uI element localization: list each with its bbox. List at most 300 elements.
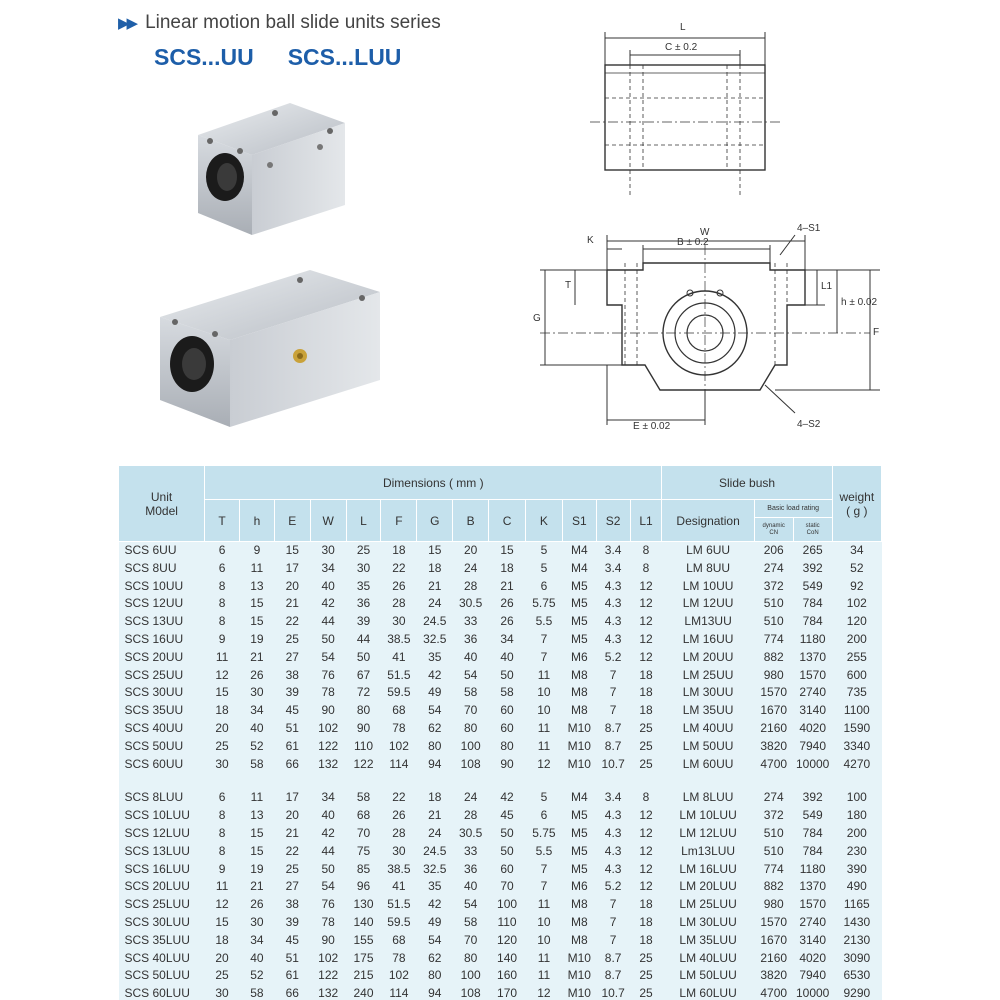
value-cell: M10 (562, 738, 596, 756)
value-cell: 10000 (793, 756, 832, 774)
value-cell: 110 (346, 738, 381, 756)
table-row (119, 861, 882, 879)
model-cell: SCS 12LUU (119, 825, 205, 843)
table-row (119, 738, 882, 756)
value-cell: 7 (596, 684, 630, 702)
dim-label-s2: 4–S2 (797, 419, 821, 430)
value-cell: 45 (489, 807, 526, 825)
value-cell: 120 (832, 613, 881, 631)
dim-label-w: W (700, 227, 710, 238)
value-cell: 25 (630, 950, 662, 968)
value-cell: 35 (417, 649, 453, 667)
value-cell: M6 (562, 649, 596, 667)
value-cell: 90 (310, 932, 346, 950)
value-cell: 52 (239, 738, 274, 756)
value-cell: 18 (381, 542, 417, 560)
value-cell: 5.75 (525, 595, 562, 613)
value-cell: 34 (239, 932, 274, 950)
table-body (119, 542, 882, 1000)
value-cell: 140 (489, 950, 526, 968)
value-cell: 4020 (793, 720, 832, 738)
value-cell: 51 (274, 950, 310, 968)
value-cell: 122 (346, 756, 381, 774)
value-cell: 38 (274, 896, 310, 914)
value-cell: 11 (525, 967, 562, 985)
value-cell: 102 (381, 738, 417, 756)
value-cell: 122 (310, 967, 346, 985)
value-cell: 21 (417, 807, 453, 825)
table-row (119, 720, 882, 738)
catalog-header (118, 12, 538, 71)
model-cell: SCS 60UU (119, 756, 205, 774)
value-cell: 5.75 (525, 825, 562, 843)
value-cell: 30 (310, 542, 346, 560)
value-cell: 7 (596, 667, 630, 685)
value-cell: 6 (205, 789, 240, 807)
value-cell: 15 (205, 914, 240, 932)
value-cell: 200 (832, 631, 881, 649)
value-cell: 50 (346, 649, 381, 667)
value-cell: 41 (381, 649, 417, 667)
value-cell: 33 (453, 843, 489, 861)
value-cell: 274 (754, 789, 793, 807)
value-cell: 34 (310, 789, 346, 807)
value-cell: 90 (310, 702, 346, 720)
value-cell: 100 (489, 896, 526, 914)
value-cell: 2130 (832, 932, 881, 950)
value-cell: 18 (205, 702, 240, 720)
value-cell: 30 (381, 843, 417, 861)
value-cell: LM 20LUU (662, 878, 754, 896)
value-cell: 45 (274, 932, 310, 950)
value-cell: 20 (453, 542, 489, 560)
value-cell: 58 (453, 684, 489, 702)
header-l1: L1 (630, 500, 662, 542)
value-cell: 882 (754, 878, 793, 896)
value-cell: 7 (596, 896, 630, 914)
value-cell: 18 (630, 914, 662, 932)
value-cell: M4 (562, 560, 596, 578)
value-cell: 180 (832, 807, 881, 825)
model-cell: SCS 10UU (119, 578, 205, 596)
value-cell: 4.3 (596, 861, 630, 879)
value-cell: 8 (205, 613, 240, 631)
dim-label-e: E ± 0.02 (633, 421, 671, 432)
value-cell: M5 (562, 807, 596, 825)
value-cell: M10 (562, 950, 596, 968)
value-cell: 20 (274, 807, 310, 825)
value-cell: 60 (489, 702, 526, 720)
value-cell: 28 (453, 578, 489, 596)
value-cell: 80 (489, 738, 526, 756)
value-cell: LM 60UU (662, 756, 754, 774)
value-cell: 15 (239, 825, 274, 843)
model-cell: SCS 16LUU (119, 861, 205, 879)
value-cell: 25 (205, 738, 240, 756)
value-cell: 50 (310, 861, 346, 879)
table-row (119, 914, 882, 932)
value-cell: 66 (274, 985, 310, 1000)
value-cell: 28 (381, 825, 417, 843)
header-k: K (525, 500, 562, 542)
value-cell: 32.5 (417, 861, 453, 879)
value-cell: 100 (832, 789, 881, 807)
value-cell: 54 (417, 932, 453, 950)
value-cell: 52 (832, 560, 881, 578)
value-cell: 18 (630, 896, 662, 914)
value-cell: 50 (489, 667, 526, 685)
value-cell: 30 (239, 684, 274, 702)
value-cell: 92 (832, 578, 881, 596)
model-cell: SCS 25UU (119, 667, 205, 685)
value-cell: 54 (310, 649, 346, 667)
value-cell: 15 (274, 542, 310, 560)
value-cell: 175 (346, 950, 381, 968)
value-cell: 42 (417, 667, 453, 685)
value-cell: 42 (310, 825, 346, 843)
dim-label-b: B ± 0.2 (677, 237, 709, 248)
value-cell: 30.5 (453, 595, 489, 613)
value-cell: 44 (310, 613, 346, 631)
value-cell: 76 (310, 896, 346, 914)
header-l: L (346, 500, 381, 542)
value-cell: LM 35LUU (662, 932, 754, 950)
value-cell: 59.5 (381, 684, 417, 702)
value-cell: 8.7 (596, 950, 630, 968)
value-cell: 980 (754, 896, 793, 914)
model-cell: SCS 30LUU (119, 914, 205, 932)
value-cell: 9 (239, 542, 274, 560)
value-cell: 42 (417, 896, 453, 914)
value-cell: 3140 (793, 702, 832, 720)
value-cell: 17 (274, 789, 310, 807)
value-cell: 75 (346, 843, 381, 861)
value-cell: 70 (453, 932, 489, 950)
value-cell: 240 (346, 985, 381, 1000)
dim-label-k: K (587, 235, 594, 246)
value-cell: 12 (630, 843, 662, 861)
long-slide-unit-photo (150, 262, 385, 432)
value-cell: 7 (525, 631, 562, 649)
model-cell: SCS 13UU (119, 613, 205, 631)
value-cell: 8.7 (596, 720, 630, 738)
dim-label-s1: 4–S1 (797, 223, 821, 234)
value-cell: 21 (274, 825, 310, 843)
value-cell: M5 (562, 825, 596, 843)
value-cell: LM 16LUU (662, 861, 754, 879)
value-cell: 8 (205, 807, 240, 825)
value-cell: 41 (381, 878, 417, 896)
value-cell: 10 (525, 684, 562, 702)
value-cell: 58 (489, 684, 526, 702)
value-cell: Lm13LUU (662, 843, 754, 861)
value-cell: 510 (754, 825, 793, 843)
table-row (119, 631, 882, 649)
table-row (119, 950, 882, 968)
value-cell: 40 (310, 807, 346, 825)
value-cell: 70 (346, 825, 381, 843)
value-cell: 5 (525, 560, 562, 578)
value-cell: 18 (417, 560, 453, 578)
value-cell: 5.5 (525, 613, 562, 631)
value-cell: 24 (453, 789, 489, 807)
value-cell: 8 (205, 843, 240, 861)
value-cell: 8.7 (596, 738, 630, 756)
model-codes (118, 44, 538, 71)
value-cell: M8 (562, 932, 596, 950)
header-unit-model: Unit M0del (119, 466, 205, 542)
value-cell: 1430 (832, 914, 881, 932)
value-cell: 40 (453, 649, 489, 667)
value-cell: LM 25UU (662, 667, 754, 685)
value-cell: 7 (596, 702, 630, 720)
value-cell: 44 (346, 631, 381, 649)
side-view-drawing (585, 10, 800, 210)
value-cell: 21 (274, 595, 310, 613)
header-dimensions: Dimensions ( mm ) (205, 466, 662, 500)
value-cell: 774 (754, 631, 793, 649)
value-cell: M4 (562, 542, 596, 560)
value-cell: 11 (525, 738, 562, 756)
value-cell: 4.3 (596, 807, 630, 825)
value-cell: 392 (793, 560, 832, 578)
value-cell: 28 (453, 807, 489, 825)
value-cell: 7 (525, 649, 562, 667)
value-cell: 15 (205, 684, 240, 702)
model-cell: SCS 50UU (119, 738, 205, 756)
value-cell: 2740 (793, 684, 832, 702)
value-cell: M5 (562, 613, 596, 631)
value-cell: 18 (630, 667, 662, 685)
value-cell: 32.5 (417, 631, 453, 649)
dim-label-g: G (533, 313, 541, 324)
model-cell: SCS 12UU (119, 595, 205, 613)
value-cell: 30 (205, 756, 240, 774)
value-cell: 265 (793, 542, 832, 560)
value-cell: 132 (310, 985, 346, 1000)
value-cell: 170 (489, 985, 526, 1000)
value-cell: 26 (489, 595, 526, 613)
value-cell: M8 (562, 914, 596, 932)
value-cell: 784 (793, 843, 832, 861)
table-row (119, 985, 882, 1000)
value-cell: 26 (239, 667, 274, 685)
table-row (119, 756, 882, 774)
value-cell: 6 (205, 542, 240, 560)
table-row (119, 825, 882, 843)
value-cell: 1570 (754, 684, 793, 702)
value-cell: 3820 (754, 967, 793, 985)
value-cell: 76 (310, 667, 346, 685)
value-cell: 372 (754, 578, 793, 596)
value-cell: 114 (381, 985, 417, 1000)
header-g: G (417, 500, 453, 542)
value-cell: M5 (562, 595, 596, 613)
header-f: F (381, 500, 417, 542)
value-cell: 68 (381, 932, 417, 950)
value-cell: 1370 (793, 878, 832, 896)
header-weight: weight ( g ) (832, 466, 881, 542)
value-cell: 54 (453, 896, 489, 914)
value-cell: 6530 (832, 967, 881, 985)
value-cell: 8 (205, 578, 240, 596)
value-cell: 122 (310, 738, 346, 756)
value-cell: 38 (274, 667, 310, 685)
value-cell: 39 (274, 684, 310, 702)
value-cell: 96 (346, 878, 381, 896)
value-cell: LM 8UU (662, 560, 754, 578)
value-cell: 12 (630, 825, 662, 843)
value-cell: 5.2 (596, 878, 630, 896)
value-cell: 3340 (832, 738, 881, 756)
value-cell: 4.3 (596, 595, 630, 613)
value-cell: 882 (754, 649, 793, 667)
value-cell: 4.3 (596, 578, 630, 596)
value-cell: 67 (346, 667, 381, 685)
value-cell: 40 (239, 720, 274, 738)
value-cell: 18 (630, 684, 662, 702)
value-cell: M10 (562, 756, 596, 774)
model-cell: SCS 30UU (119, 684, 205, 702)
value-cell: 27 (274, 878, 310, 896)
value-cell: 51 (274, 720, 310, 738)
value-cell: 34 (489, 631, 526, 649)
value-cell: LM 60LUU (662, 985, 754, 1000)
value-cell: 3820 (754, 738, 793, 756)
value-cell: 25 (630, 967, 662, 985)
header-basic-load: Basic load rating (754, 500, 832, 518)
value-cell: M5 (562, 843, 596, 861)
value-cell: 22 (381, 560, 417, 578)
value-cell: 54 (310, 878, 346, 896)
value-cell: 102 (832, 595, 881, 613)
group-spacer-cell (119, 773, 882, 789)
value-cell: 12 (630, 807, 662, 825)
value-cell: M10 (562, 720, 596, 738)
value-cell: 12 (525, 985, 562, 1000)
value-cell: 8 (630, 789, 662, 807)
model-cell: SCS 40UU (119, 720, 205, 738)
value-cell: 66 (274, 756, 310, 774)
value-cell: 15 (239, 613, 274, 631)
value-cell: 510 (754, 843, 793, 861)
value-cell: 35 (417, 878, 453, 896)
value-cell: 42 (489, 789, 526, 807)
value-cell: 21 (489, 578, 526, 596)
value-cell: 25 (630, 985, 662, 1000)
value-cell: 5.2 (596, 649, 630, 667)
model-cell: SCS 60LUU (119, 985, 205, 1000)
value-cell: 274 (754, 560, 793, 578)
value-cell: 25 (630, 738, 662, 756)
value-cell: 49 (417, 684, 453, 702)
value-cell: 58 (239, 756, 274, 774)
header-t: T (205, 500, 240, 542)
value-cell: 549 (793, 807, 832, 825)
value-cell: M5 (562, 631, 596, 649)
value-cell: 50 (489, 843, 526, 861)
value-cell: 36 (346, 595, 381, 613)
value-cell: 34 (239, 702, 274, 720)
value-cell: 100 (453, 967, 489, 985)
value-cell: LM 6UU (662, 542, 754, 560)
value-cell: 38.5 (381, 631, 417, 649)
value-cell: 44 (310, 843, 346, 861)
short-slide-unit-photo (180, 95, 355, 240)
table-row (119, 807, 882, 825)
value-cell: LM 35UU (662, 702, 754, 720)
value-cell: 130 (346, 896, 381, 914)
value-cell: 980 (754, 667, 793, 685)
specification-table (118, 465, 882, 1000)
table-row (119, 702, 882, 720)
value-cell: 30 (205, 985, 240, 1000)
value-cell: 54 (453, 667, 489, 685)
table-row (119, 878, 882, 896)
value-cell: 1670 (754, 932, 793, 950)
value-cell: 11 (239, 789, 274, 807)
value-cell: 4020 (793, 950, 832, 968)
value-cell: 25 (274, 861, 310, 879)
value-cell: 38.5 (381, 861, 417, 879)
value-cell: 510 (754, 595, 793, 613)
value-cell: 7940 (793, 967, 832, 985)
value-cell: M8 (562, 667, 596, 685)
value-cell: 40 (453, 878, 489, 896)
value-cell: 26 (381, 807, 417, 825)
value-cell: 7 (525, 878, 562, 896)
table-row (119, 843, 882, 861)
value-cell: 11 (205, 649, 240, 667)
series-title-text: Linear motion ball slide units series (145, 12, 441, 33)
value-cell: 9 (205, 861, 240, 879)
value-cell: 15 (417, 542, 453, 560)
value-cell: 24 (417, 825, 453, 843)
value-cell: 8.7 (596, 967, 630, 985)
header-s1: S1 (562, 500, 596, 542)
value-cell: 60 (489, 720, 526, 738)
value-cell: 20 (274, 578, 310, 596)
header-dynamic: dynamic CN (754, 518, 793, 542)
group-spacer (119, 773, 882, 789)
value-cell: 78 (381, 950, 417, 968)
value-cell: 3.4 (596, 542, 630, 560)
value-cell: 11 (239, 560, 274, 578)
value-cell: 78 (310, 914, 346, 932)
value-cell: LM 12UU (662, 595, 754, 613)
value-cell: 25 (346, 542, 381, 560)
value-cell: 215 (346, 967, 381, 985)
value-cell: 10 (525, 702, 562, 720)
value-cell: 12 (630, 613, 662, 631)
model-cell: SCS 35UU (119, 702, 205, 720)
value-cell: 18 (205, 932, 240, 950)
value-cell: 10.7 (596, 985, 630, 1000)
value-cell: 78 (381, 720, 417, 738)
value-cell: 12 (630, 878, 662, 896)
value-cell: M6 (562, 878, 596, 896)
header-s2: S2 (596, 500, 630, 542)
value-cell: 30 (346, 560, 381, 578)
table-row (119, 667, 882, 685)
value-cell: 94 (417, 985, 453, 1000)
value-cell: 1670 (754, 702, 793, 720)
value-cell: 12 (630, 649, 662, 667)
value-cell: 40 (310, 578, 346, 596)
value-cell: 200 (832, 825, 881, 843)
value-cell: LM 16UU (662, 631, 754, 649)
value-cell: 102 (310, 720, 346, 738)
